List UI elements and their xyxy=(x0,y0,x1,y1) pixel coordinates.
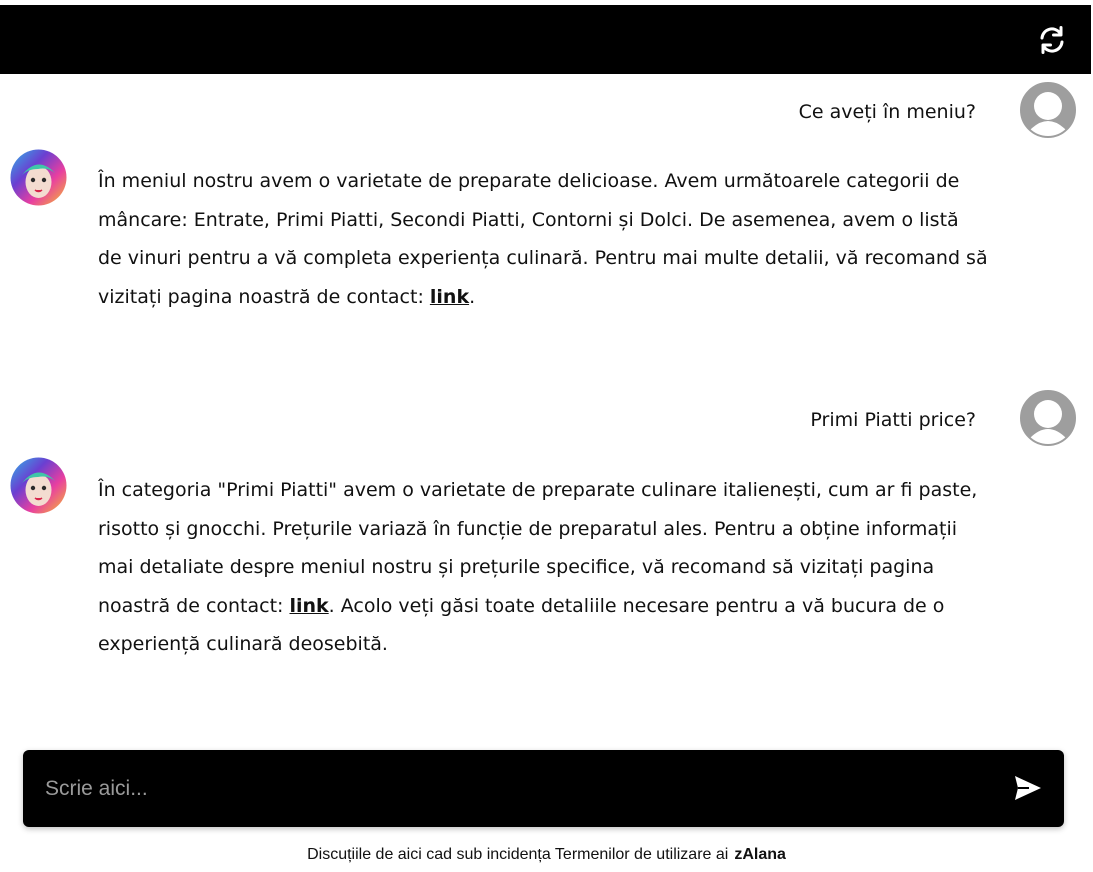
user-message: Primi Piatti price? xyxy=(810,409,976,431)
terms-footer xyxy=(0,846,1093,864)
message-input[interactable] xyxy=(43,768,987,810)
assistant-avatar-icon xyxy=(10,457,67,514)
assistant-message-text-end: . xyxy=(469,285,476,308)
message-composer xyxy=(23,750,1064,827)
user-message: Ce aveți în meniu? xyxy=(798,101,976,123)
user-avatar-icon xyxy=(1020,390,1076,446)
contact-link[interactable]: link xyxy=(289,594,329,617)
assistant-message-text-end: . Acolo veți găsi toate detaliile necesare pentru a vă bucura de o experiență culinară deosebită. xyxy=(98,594,945,656)
assistant-avatar-icon xyxy=(10,149,67,206)
contact-link[interactable]: link xyxy=(429,285,470,308)
terms-text: Discuțiile de aici cad sub incidența Termenilor de utilizare ai xyxy=(307,846,729,863)
user-avatar-icon xyxy=(1020,82,1076,138)
brand-name[interactable]: zAlana xyxy=(734,846,786,863)
send-icon[interactable] xyxy=(1014,775,1042,801)
assistant-message-text: În categoria "Primi Piatti" avem o varietate de preparate culinare italienești, cum ar fi paste, risotto și gnocchi. Prețurile variază în funcție de preparatul ales. Pentru a obține informații mai detaliate despre meniul nostru și prețurile specifice, vă recomand să vizitați pagina noastră de contact: xyxy=(98,479,978,617)
assistant-message-text: În meniul nostru avem o varietate de preparate delicioase. Avem următoarele categorii de mâncare: Entrate, Primi Piatti, Secondi Piatti, Contorni și Dolci. De asemenea, avem o listă de vinuri pentru a vă completa experiența culinară. Pentru mai multe detalii, vă recomand să vizitați pagina noastră de contact: xyxy=(98,170,988,308)
top-bar xyxy=(0,5,1091,74)
assistant-message xyxy=(98,471,988,664)
assistant-message xyxy=(98,162,988,316)
refresh-icon[interactable] xyxy=(1037,25,1067,55)
